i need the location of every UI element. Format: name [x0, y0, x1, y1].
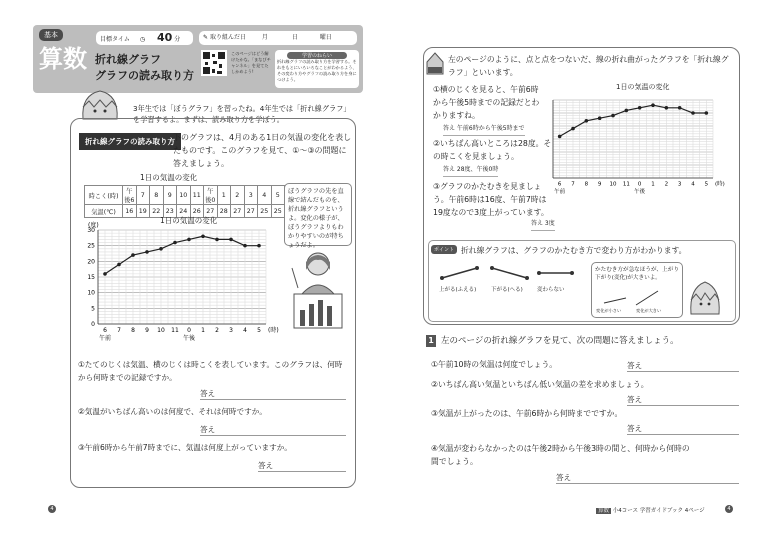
section-number: 1	[426, 335, 436, 347]
x-tick-label: 10	[157, 327, 165, 334]
data-point	[145, 250, 149, 254]
y-axis-label: (度)	[88, 222, 99, 229]
lesson-title	[95, 52, 194, 84]
month: 月	[261, 34, 268, 41]
time-unit: 分	[174, 36, 181, 43]
practice-2: ②いちばん高い気温といちばん低い気温の差を求めましょう。	[431, 380, 649, 389]
problem-description: 下のグラフは、4月のある1日の気温の変化を表したものです。このグラフを見て、①〜③の問題に答えましょう。	[173, 133, 352, 168]
label-up: 上がる(ふえる)	[439, 287, 477, 293]
answer-field-2[interactable]	[200, 424, 346, 436]
mini-line-chart	[541, 90, 725, 200]
x-tick-label: 8	[131, 327, 135, 334]
data-point	[598, 116, 602, 120]
practice-answer-4[interactable]	[556, 472, 739, 484]
table-cell: 5	[271, 186, 285, 205]
data-point	[229, 238, 233, 242]
goal-text: 折れ線グラフの読み取り方を学習する。それをもとにいろいろなことがわかるよう、その変わり方やグラフの読み取り方を身につけよう。	[277, 59, 357, 82]
explain-1: ①横のじくを見ると、午前6時から午後5時までの記録だとわかりますね。	[433, 85, 540, 120]
table-cell: 24	[177, 205, 191, 218]
right-page	[391, 0, 781, 550]
row-head: 気温(℃)	[85, 205, 123, 218]
data-point	[625, 109, 629, 113]
table-cell: 午後0	[204, 186, 218, 205]
slope-compare-icon	[602, 289, 662, 307]
x-tick-label: 5	[704, 181, 709, 188]
answer-label: 答え	[627, 424, 643, 433]
practice-1: ①午前10時の気温は何度でしょう。	[431, 360, 558, 369]
data-point	[571, 127, 575, 131]
x-tick-label: 7	[117, 327, 121, 334]
x-tick-label: 10	[609, 181, 617, 188]
x-tick-label: 4	[243, 327, 247, 334]
data-point	[611, 114, 615, 118]
time-label: 目標タイム	[100, 36, 130, 43]
practice-3: ③気温が上がったのは、午前6時から何時までですか。	[431, 409, 623, 418]
y-tick-label: 25	[87, 242, 95, 250]
data-point	[187, 238, 191, 242]
data-point	[159, 247, 163, 251]
table-cell: 27	[204, 205, 218, 218]
am-label: 午前	[554, 189, 566, 195]
x-tick-label: 6	[103, 327, 107, 334]
qr-code-icon[interactable]	[201, 50, 227, 76]
question-1: ①たてのじくは気温、横のじくは時こくを表しています。このグラフは、何時から何時までの記録ですか。	[78, 360, 343, 382]
footer	[596, 506, 705, 514]
table-cell: 23	[163, 205, 177, 218]
data-point	[691, 111, 695, 115]
x-tick-label: 3	[677, 181, 682, 188]
table-cell: 22	[150, 205, 164, 218]
data-table	[84, 185, 285, 218]
egg-character-icon	[687, 278, 723, 316]
data-point	[173, 241, 177, 245]
time-target	[96, 31, 193, 45]
teacher-illustration-icon	[284, 248, 352, 330]
table-cell: 16	[123, 205, 137, 218]
x-tick-label: 7	[571, 181, 575, 188]
table-cell: 25	[258, 205, 272, 218]
y-tick-label: 20	[87, 258, 95, 266]
table-row	[85, 186, 285, 205]
data-point	[678, 106, 682, 110]
level-tag: 基本	[39, 29, 63, 41]
data-point	[558, 135, 562, 139]
x-tick-label: 8	[584, 181, 589, 188]
egg-character-icon	[79, 87, 121, 121]
x-tick-label: 0	[637, 181, 642, 188]
label-small-change: 変化が小さい	[596, 308, 622, 313]
table-cell: 3	[244, 186, 258, 205]
data-point	[215, 238, 219, 242]
line-chart	[76, 222, 279, 342]
x-tick-label: 2	[664, 181, 669, 188]
data-point	[201, 234, 205, 238]
label-same: 変わらない	[537, 287, 565, 293]
x-tick-label: 3	[229, 327, 233, 334]
data-point	[638, 106, 642, 110]
pencil-icon: ✎	[203, 34, 209, 41]
y-tick-label: 15	[87, 274, 95, 281]
answer-label: 答え	[200, 389, 216, 398]
label-down: 下がる(へる)	[491, 287, 523, 293]
slope-note-box	[591, 262, 683, 318]
date-box[interactable]	[199, 31, 357, 45]
day: 日	[291, 34, 298, 41]
chart-title: 1日の気温の変化	[160, 216, 218, 225]
answer-label: 答え	[627, 395, 643, 404]
table-cell: 2	[231, 186, 245, 205]
left-page	[0, 0, 390, 550]
x-tick-label: 9	[597, 181, 602, 188]
label-big-change: 変化が大きい	[636, 308, 662, 313]
data-point	[585, 119, 589, 123]
section-label: 折れ線グラフの読み取り方	[79, 133, 181, 150]
table-cell: 4	[258, 186, 272, 205]
table-cell: 19	[136, 205, 150, 218]
answer-label: 答え	[258, 461, 274, 470]
x-tick-label: 6	[557, 181, 562, 188]
subject-title: 算数	[39, 44, 87, 73]
goal-box	[275, 50, 359, 88]
explain-3: ③グラフのかたむきを見ましょう。午前6時は16度、午前7時は19度なので3度上がっています。	[433, 182, 549, 217]
y-tick-label: 30	[87, 227, 95, 234]
table-cell: 9	[163, 186, 177, 205]
point-text: 折れ線グラフは、グラフのかたむき方で変わり方がわかります。	[461, 246, 687, 255]
pm-label: 午後	[182, 335, 196, 342]
x-tick-label: 1	[201, 327, 205, 334]
x-tick-label: 0	[187, 327, 191, 334]
data-point	[131, 253, 135, 257]
data-point	[117, 263, 121, 267]
table-cell: 1	[217, 186, 231, 205]
explain-2: ②いちばん高いところは28度。その時こくを見ましょう。	[433, 139, 552, 161]
x-tick-label: 2	[215, 327, 219, 334]
practice-answer-3[interactable]	[627, 423, 739, 435]
explain-answer-2: 答え 28度、午後0時	[443, 163, 498, 177]
point-label: ポイント	[431, 245, 457, 254]
table-cell: 11	[190, 186, 204, 205]
tip-bubble: ぼうグラフの先を直線で結んだものを、折れ線グラフというよ。変化の様子が、ぼうグラフよりもわかりやすいのが特ちょうだよ。	[284, 183, 352, 246]
slope-note: かたむき方が急なほうが、上がり下がり(変化)が大きいよ。	[595, 267, 679, 281]
page-number: 4	[48, 505, 56, 513]
table-cell: 25	[271, 205, 285, 218]
x-tick-label: 5	[257, 327, 261, 334]
table-cell: 午後6	[123, 186, 137, 205]
answer-field-3[interactable]	[258, 460, 346, 472]
question-3: ③午前6時から午前7時までに、気温は何度上がっていますか。	[78, 443, 292, 452]
table-cell: 10	[177, 186, 191, 205]
mini-chart-title: 1日の気温の変化	[616, 83, 670, 91]
x-tick-label: 9	[145, 327, 149, 334]
intro-text: 3年生では「ぼうグラフ」を習ったね。4年生では「折れ線グラフ」を学習するよ。まずは、読み取り方を学ぼう。	[133, 104, 347, 124]
title-line1: 折れ線グラフ	[95, 53, 161, 66]
explain-answer-1: 答え 午前6時から午後5時まで	[443, 122, 525, 136]
data-point	[103, 272, 107, 276]
table-cell: 27	[231, 205, 245, 218]
answer-label: 答え	[627, 361, 643, 370]
explain-answer-3: 答え 3度	[531, 217, 555, 231]
table-cell: 7	[136, 186, 150, 205]
x-tick-label: 11	[622, 181, 630, 188]
table-cell: 27	[244, 205, 258, 218]
header-band	[33, 25, 363, 93]
practice-answer-1[interactable]	[627, 360, 739, 372]
weekday: 曜日	[319, 34, 332, 41]
x-tick-label: 1	[651, 181, 655, 188]
am-label: 午前	[98, 335, 112, 342]
date-label: 取り組んだ日	[209, 34, 246, 41]
table-cell: 26	[190, 205, 204, 218]
practice-answer-2[interactable]	[627, 394, 739, 406]
footer-text: 小4コース 学習ガイドブック 4ページ	[612, 508, 705, 514]
qr-note: このページはどう解けたかな。「まなびチャンネル」を見てたしかめよう!	[231, 51, 271, 74]
pm-label: 午後	[634, 189, 646, 195]
data-point	[665, 106, 669, 110]
answer-label: 答え	[200, 425, 216, 434]
question-2: ②気温がいちばん高いのは何度で、それは何時ですか。	[78, 407, 267, 416]
data-point	[243, 244, 247, 248]
table-cell: 8	[150, 186, 164, 205]
y-tick-label: 5	[91, 305, 95, 313]
footer-tag: 算数	[598, 508, 610, 514]
table-title: 1日の気温の変化	[140, 173, 198, 182]
practice-4: ④気温が変わらなかったのは午後2時から午後3時の間と、何時から何時の間でしょう。	[431, 444, 690, 466]
data-point	[705, 111, 709, 115]
time-value: 40	[156, 31, 173, 44]
section-instruction: 左のページの折れ線グラフを見て、次の問題に答えましょう。	[441, 336, 679, 346]
answer-field-1[interactable]	[200, 388, 346, 400]
x-tick-label: 4	[691, 181, 695, 188]
y-tick-label: 0	[91, 321, 95, 328]
x-axis-label: (時)	[268, 327, 279, 334]
table-cell: 28	[217, 205, 231, 218]
data-point	[257, 244, 261, 248]
x-tick-label: 11	[171, 327, 179, 334]
x-axis-label: (時)	[715, 181, 725, 188]
slope-examples	[437, 263, 577, 283]
page-number: 4	[725, 505, 733, 513]
clock-icon: ◷	[139, 36, 146, 43]
row-head: 時こく(時)	[85, 186, 123, 205]
y-tick-label: 10	[87, 289, 95, 297]
title-line2: グラフの読み取り方	[95, 69, 194, 82]
house-icon	[425, 50, 445, 76]
intro-explanation: 左のページのように、点と点をつないだ、線の折れ曲がったグラフを「折れ線グラフ」といいます。	[448, 55, 729, 77]
answer-label: 答え	[556, 473, 572, 482]
data-point	[651, 103, 655, 107]
goal-label: 学習のねらい	[287, 52, 347, 59]
